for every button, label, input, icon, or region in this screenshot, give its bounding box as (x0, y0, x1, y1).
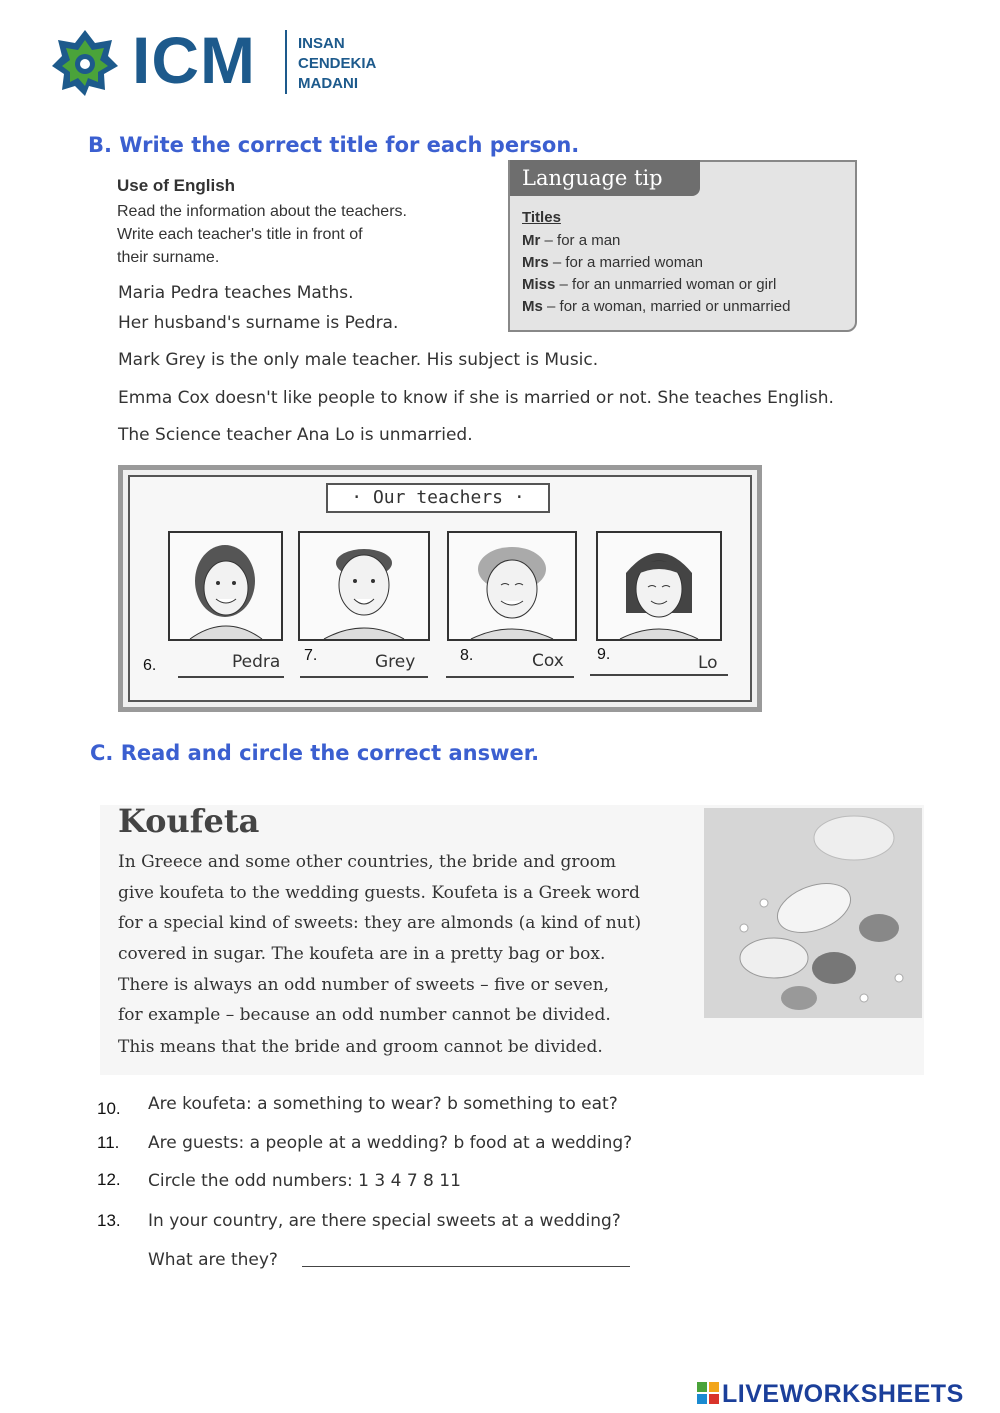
tip-desc: – for a married woman (548, 254, 703, 271)
info-line: Maria Pedra teaches Maths. (118, 283, 354, 303)
tip-term: Mr (522, 232, 541, 249)
tip-item (522, 254, 703, 271)
question-text: In your country, are there special sweets at a wedding? (148, 1211, 621, 1231)
question-number: 13. (97, 1211, 121, 1230)
tip-term: Mrs (522, 254, 549, 271)
question-text[interactable]: Are koufeta: a something to wear? b something to eat? (148, 1094, 618, 1114)
logo-wordmark: ICM (132, 23, 256, 97)
answer-number: 7. (304, 647, 318, 664)
teacher-portrait (447, 531, 577, 641)
instruction-line: Write each teacher's title in front of (117, 226, 363, 243)
info-line: Emma Cox doesn't like people to know if she is married or not. She teaches English. (118, 388, 834, 408)
question-text[interactable]: Circle the odd numbers: 1 3 4 7 8 11 (148, 1171, 461, 1191)
tip-item (522, 298, 790, 315)
language-tip-title: Language tip (510, 160, 700, 196)
answer-number: 6. (143, 657, 157, 674)
answer-surname: Lo (698, 653, 718, 673)
article-line: covered in sugar. The koufeta are in a pretty bag or box. (118, 944, 606, 964)
info-line: The Science teacher Ana Lo is unmarried. (118, 425, 473, 445)
answer-blank[interactable] (178, 676, 284, 678)
info-line: Mark Grey is the only male teacher. His subject is Music. (118, 350, 599, 370)
use-of-english-title: Use of English (117, 176, 236, 195)
answer-surname: Cox (532, 651, 564, 671)
answer-blank[interactable] (590, 674, 728, 676)
logo-emblem-icon (50, 28, 120, 98)
tip-item (522, 276, 776, 293)
answer-number: 9. (597, 646, 611, 663)
question-number: 11. (97, 1133, 120, 1152)
article-line: This means that the bride and groom cannot be divided. (118, 1037, 603, 1057)
logo-sub-line: CENDEKIA (298, 55, 377, 72)
teacher-portrait (168, 531, 283, 641)
article-line: give koufeta to the wedding guests. Koufeta is a Greek word (118, 883, 640, 903)
answer-number: 8. (460, 647, 474, 664)
answer-blank[interactable] (446, 676, 574, 678)
followup-answer-blank[interactable] (302, 1266, 630, 1267)
instruction-line: Read the information about the teachers. (117, 203, 407, 220)
tip-desc: – for an unmarried woman or girl (555, 276, 777, 293)
answer-blank[interactable] (300, 676, 428, 678)
teachers-board-title: · Our teachers · (326, 483, 550, 513)
article-line: There is always an odd number of sweets – five or seven, (118, 975, 610, 995)
instructions (117, 200, 497, 269)
article-line: In Greece and some other countries, the bride and groom (118, 852, 617, 872)
teacher-portrait (596, 531, 722, 641)
logo-sub-line: INSAN (298, 35, 345, 52)
section-b-heading: B. Write the correct title for each person. (88, 133, 580, 157)
answer-surname: Pedra (232, 652, 281, 672)
language-tip-label: Titles (522, 209, 561, 226)
tip-term: Miss (522, 276, 556, 293)
sugared-almonds-photo (704, 808, 922, 1018)
logo-subtitle (298, 34, 376, 94)
tip-item (522, 232, 620, 249)
info-line: Her husband's surname is Pedra. (118, 313, 399, 333)
tip-desc: – for a woman, married or unmarried (542, 298, 791, 315)
section-c-heading: C. Read and circle the correct answer. (90, 741, 540, 765)
logo-divider (285, 30, 287, 94)
liveworksheets-logo-icon (697, 1382, 719, 1404)
tip-desc: – for a man (540, 232, 621, 249)
article-title: Koufeta (118, 802, 260, 840)
question-number: 10. (97, 1099, 121, 1118)
article-line: for example – because an odd number cannot be divided. (118, 1005, 611, 1025)
teacher-portrait (298, 531, 430, 641)
logo-sub-line: MADANI (298, 75, 358, 92)
question-text[interactable]: Are guests: a people at a wedding? b food at a wedding? (148, 1133, 633, 1153)
instruction-line: their surname. (117, 249, 220, 266)
answer-surname: Grey (375, 652, 416, 672)
article-line: for a special kind of sweets: they are almonds (a kind of nut) (118, 913, 642, 933)
tip-term: Ms (522, 298, 543, 315)
question-number: 12. (97, 1170, 121, 1189)
footer-brand[interactable]: LIVEWORKSHEETS (722, 1380, 964, 1408)
followup-question: What are they? (148, 1250, 278, 1270)
